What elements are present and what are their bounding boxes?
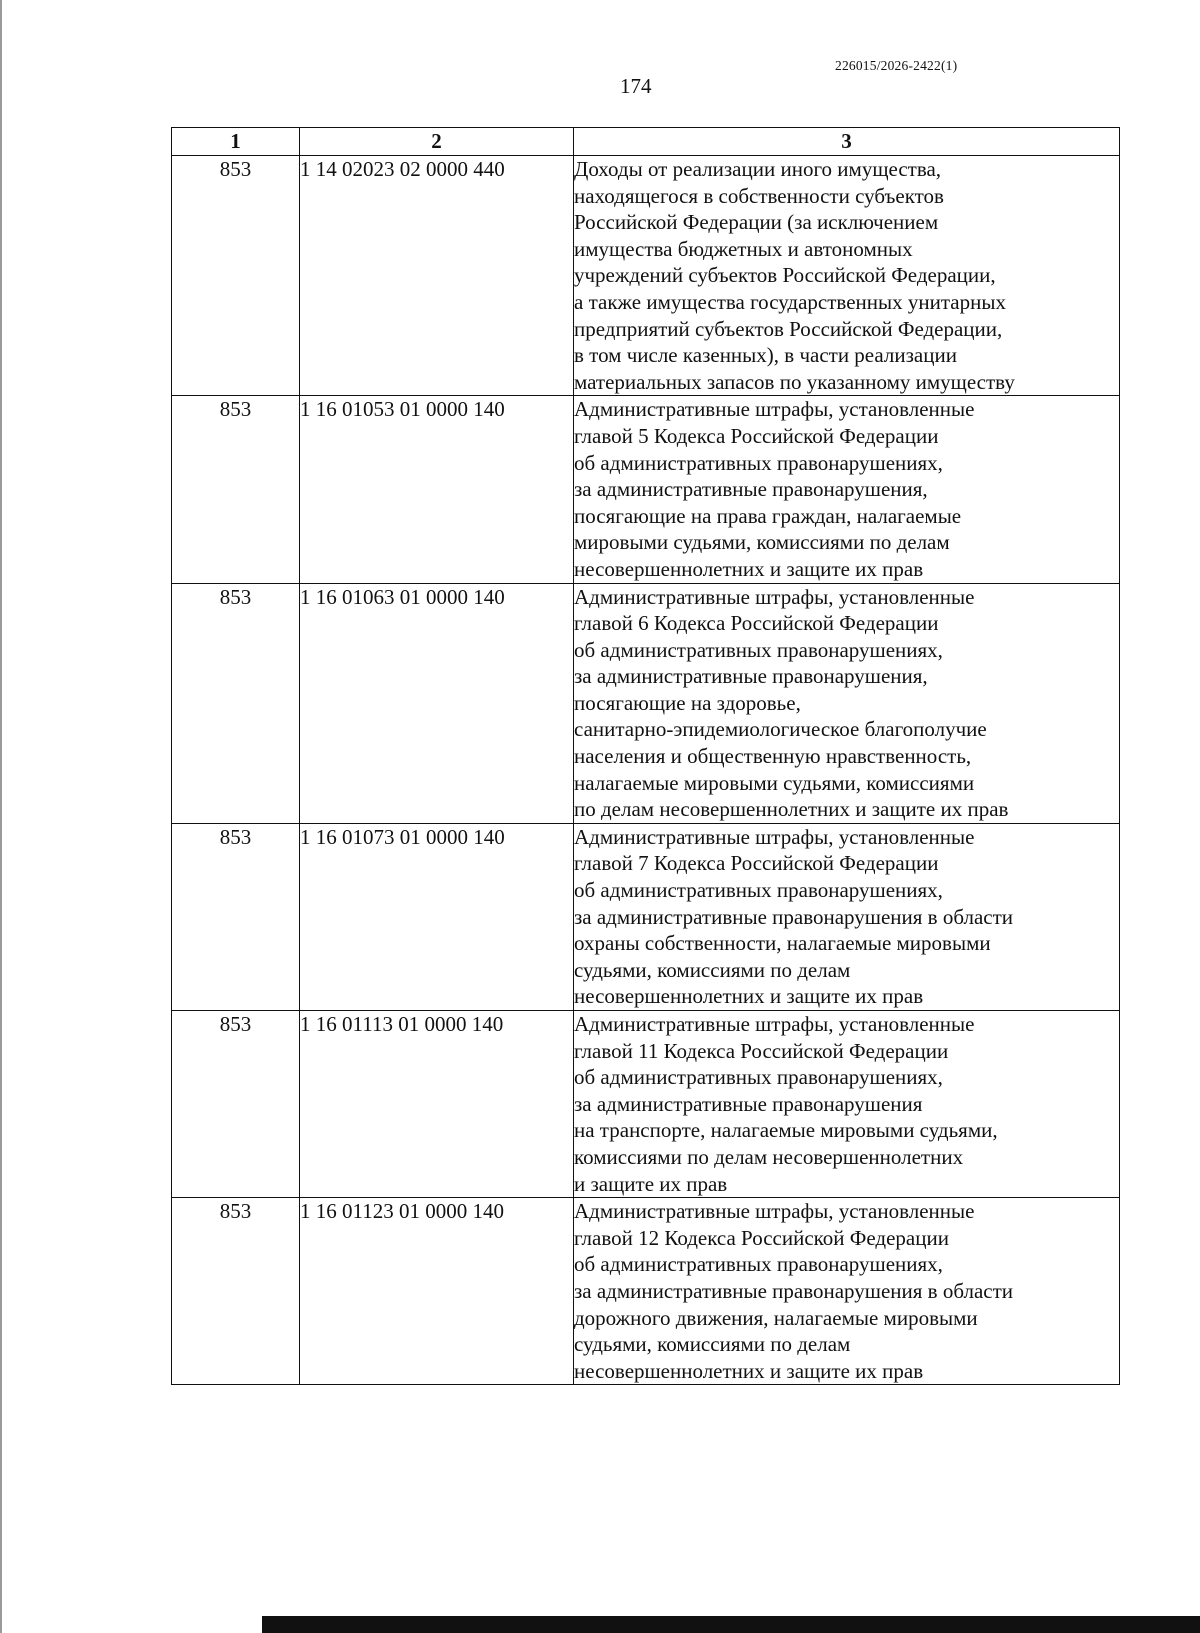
description-line: судьями, комиссиями по делам [574,1332,851,1357]
column-header-3: 3 [574,128,1120,156]
description-cell [574,156,1120,396]
description-line: Административные штрафы, установленные [574,1012,975,1036]
description-line: об административных правонарушениях, [574,1065,943,1090]
description-line: находящегося в собственности субъектов [574,183,944,208]
description-line: в том числе казенных), в части реализации [574,343,957,368]
description-line: за административные правонарушения, [574,477,928,502]
description-line: за административные правонарушения [574,1091,923,1116]
table-row [172,156,1120,396]
description-line: мировыми судьями, комиссиями по делам [574,530,950,555]
table-row [172,823,1120,1010]
description-line: несовершеннолетних и защите их прав [574,1358,924,1383]
description-line: дорожного движения, налагаемые мировыми [574,1305,978,1330]
description-line: главой 7 Кодекса Российской Федерации [574,851,939,876]
table-body [172,156,1120,1385]
description-line: об административных правонарушениях, [574,637,943,662]
description-line: охраны собственности, налагаемые мировыми [574,931,991,956]
description-cell [574,1011,1120,1198]
description-line: судьями, комиссиями по делам [574,957,851,982]
description-line: учреждений субъектов Российской Федерации, [574,263,996,288]
kbk-code-cell: 1 16 01113 01 0000 140 [300,1011,574,1198]
description-line: несовершеннолетних и защите их прав [574,556,924,581]
kbk-code-cell: 1 16 01053 01 0000 140 [300,396,574,583]
description-line: главой 12 Кодекса Российской Федерации [574,1225,949,1250]
admin-code-cell: 853 [172,156,300,396]
table-header-row [172,128,1120,156]
description-line: Административные штрафы, установленные [574,584,975,609]
description-line: об административных правонарушениях, [574,1252,943,1277]
admin-code-cell: 853 [172,823,300,1010]
table-row [172,396,1120,583]
description-cell [574,1198,1120,1385]
table-row [172,1198,1120,1385]
description-line: главой 5 Кодекса Российской Федерации [574,423,939,448]
description-line: за административные правонарушения в области [574,1278,1014,1303]
description-line: санитарно-эпидемиологическое благополучие [574,717,987,742]
description-line: по делам несовершеннолетних и защите их прав [574,797,1009,822]
description-line: налагаемые мировыми судьями, комиссиями [574,770,975,795]
description-line: комиссиями по делам несовершеннолетних [574,1144,964,1169]
description-line: населения и общественную нравственность, [574,744,972,769]
description-line: об административных правонарушениях, [574,450,943,475]
scan-edge-shadow [0,0,2,1633]
table-row [172,583,1120,823]
revenue-code-table [171,127,1120,1385]
admin-code-cell: 853 [172,1011,300,1198]
description-line: Доходы от реализации иного имущества, [574,157,942,181]
page-number: 174 [620,74,652,98]
admin-code-cell: 853 [172,583,300,823]
description-line: за административные правонарушения в области [574,904,1014,929]
description-line: Административные штрафы, установленные [574,1199,975,1224]
admin-code-cell: 853 [172,1198,300,1385]
description-line: несовершеннолетних и защите их прав [574,984,924,1009]
column-header-2: 2 [300,128,574,156]
description-line: главой 11 Кодекса Российской Федерации [574,1038,949,1063]
scan-bottom-bar [262,1616,1200,1633]
kbk-code-cell: 1 14 02023 02 0000 440 [300,156,574,396]
description-line: главой 6 Кодекса Российской Федерации [574,611,939,636]
description-cell [574,823,1120,1010]
table-row [172,1011,1120,1198]
description-line: об административных правонарушениях, [574,878,943,903]
admin-code-cell: 853 [172,396,300,583]
column-header-1: 1 [172,128,300,156]
description-cell [574,396,1120,583]
kbk-code-cell: 1 16 01063 01 0000 140 [300,583,574,823]
description-cell [574,583,1120,823]
description-line: за административные правонарушения, [574,664,928,689]
description-line: посягающие на здоровье, [574,690,801,715]
description-line: имущества бюджетных и автономных [574,236,913,261]
description-line: и защите их прав [574,1171,728,1196]
description-line: Российской Федерации (за исключением [574,210,939,235]
description-line: материальных запасов по указанному имуществу [574,369,1015,394]
description-line: предприятий субъектов Российской Федерации, [574,316,1003,341]
kbk-code-cell: 1 16 01073 01 0000 140 [300,823,574,1010]
description-line: посягающие на права граждан, налагаемые [574,503,962,528]
description-line: Административные штрафы, установленные [574,824,975,849]
description-line: на транспорте, налагаемые мировыми судьями, [574,1118,998,1143]
description-line: а также имущества государственных унитарных [574,289,1006,314]
document-code: 226015/2026-2422(1) [835,58,958,73]
description-line: Административные штрафы, установленные [574,397,975,422]
kbk-code-cell: 1 16 01123 01 0000 140 [300,1198,574,1385]
